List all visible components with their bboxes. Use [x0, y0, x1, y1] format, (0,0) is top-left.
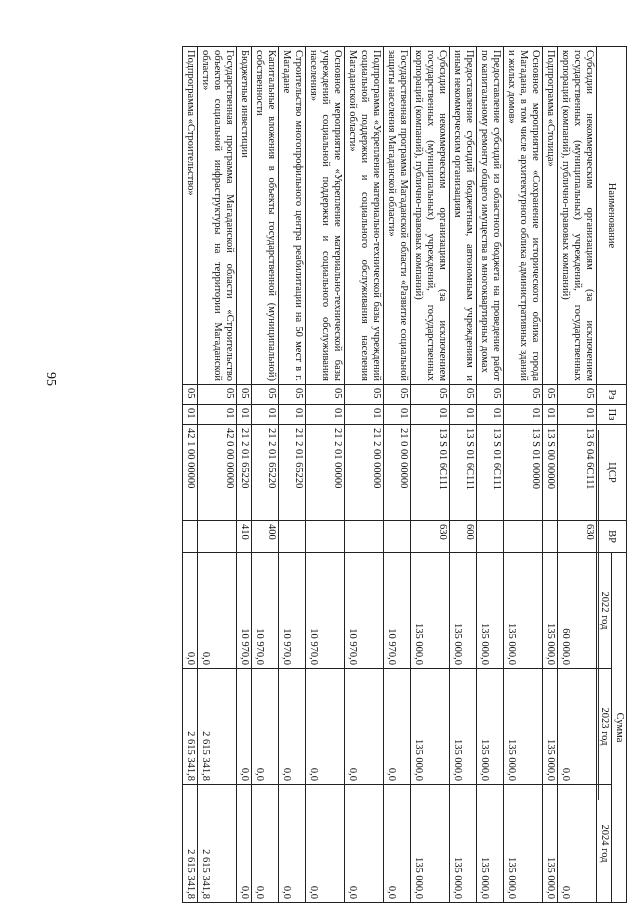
cell-rz: 05 [237, 385, 252, 405]
table-row [237, 47, 252, 903]
cell-name: Подпрограмма «Укрепление материально-технической базы учреждений социальной поддержки и социального обслуживания населения Магаданской области» [345, 47, 384, 385]
cell-2023: 135 000,0 [411, 669, 450, 785]
table-row [279, 47, 306, 903]
cell-csr: 13 S 01 6C111 [477, 425, 504, 521]
cell-vr [543, 521, 558, 553]
cell-rz: 05 [279, 385, 306, 405]
cell-2023: 135 000,0 [477, 669, 504, 785]
table-row [384, 47, 411, 903]
cell-2023: 0,0 [306, 669, 345, 785]
cell-csr: 13 6 04 6C111 [558, 425, 597, 521]
cell-name: Основное мероприятие «Сохранение исторического облика города Магадана, в том числе архитектурного облика административных зданий и жилых домов» [504, 47, 543, 385]
cell-csr: 13 S 01 00000 [504, 425, 543, 521]
cell-name: Капитальные вложения в объекты государственной (муниципальной) собственности [252, 47, 279, 385]
cell-2022: 60 000,0 [558, 553, 597, 669]
cell-pz: 01 [279, 405, 306, 425]
cell-2022: 135 000,0 [504, 553, 543, 669]
cell-pz: 01 [237, 405, 252, 425]
table-body [183, 47, 597, 903]
cell-2022: 10 970,0 [384, 553, 411, 669]
cell-rz: 05 [384, 385, 411, 405]
cell-name: Предоставление субсидий бюджетным, автономным учреждениям и иным некоммерческим организациям [450, 47, 477, 385]
cell-rz: 05 [183, 385, 198, 405]
cell-csr: 21 0 00 00000 [384, 425, 411, 521]
cell-pz: 01 [477, 405, 504, 425]
cell-vr: 630 [411, 521, 450, 553]
cell-2023: 135 000,0 [450, 669, 477, 785]
table-row [411, 47, 450, 903]
cell-rz: 05 [198, 385, 237, 405]
cell-2024: 135 000,0 [411, 785, 450, 903]
scan-edge-line [598, 430, 599, 800]
cell-2022: 10 970,0 [279, 553, 306, 669]
cell-2022: 10 970,0 [306, 553, 345, 669]
cell-rz: 05 [252, 385, 279, 405]
cell-csr: 21 2 00 00000 [345, 425, 384, 521]
cell-rz: 05 [450, 385, 477, 405]
cell-pz: 01 [384, 405, 411, 425]
cell-rz: 05 [345, 385, 384, 405]
cell-vr [504, 521, 543, 553]
cell-2022: 135 000,0 [543, 553, 558, 669]
table-row [450, 47, 477, 903]
cell-name: Предоставление субсидий из областного бюджета на проведение работ по капитальному ремонту общего имущества в многоквартирных домах [477, 47, 504, 385]
cell-name: Субсидии некоммерческим организациям (за исключением государственных (муниципальных) учреждений, государственных корпораций (компаний), публично-правовых компаний) [558, 47, 597, 385]
col-header-sum: Сумма [612, 553, 627, 903]
cell-2023: 2 615 341,8 [183, 669, 198, 785]
cell-name: Бюджетные инвестиции [237, 47, 252, 385]
cell-vr: 600 [450, 521, 477, 553]
cell-2023: 0,0 [279, 669, 306, 785]
table-row [558, 47, 597, 903]
cell-2022: 0,0 [198, 553, 237, 669]
cell-2023: 2 615 341,8 [198, 669, 237, 785]
cell-2024: 135 000,0 [543, 785, 558, 903]
cell-csr: 21 2 01 65220 [279, 425, 306, 521]
cell-rz: 05 [504, 385, 543, 405]
cell-vr [384, 521, 411, 553]
cell-pz: 01 [183, 405, 198, 425]
cell-pz: 01 [504, 405, 543, 425]
cell-name: Государственная программа Магаданской области «Развитие социальной защиты населения Магаданской области» [384, 47, 411, 385]
cell-2024: 0,0 [384, 785, 411, 903]
cell-2024: 0,0 [279, 785, 306, 903]
cell-name: Основное мероприятие «Укрепление материально-технической базы учреждений социальной поддержки и социального обслуживания населения» [306, 47, 345, 385]
cell-2024: 135 000,0 [504, 785, 543, 903]
col-header-csr: ЦСР [597, 425, 627, 521]
cell-2023: 0,0 [558, 669, 597, 785]
cell-name: Строительство многопрофильного центра реабилитации на 50 мест в г. Магадане [279, 47, 306, 385]
cell-2024: 0,0 [237, 785, 252, 903]
page-number: 95 [43, 372, 58, 386]
table-row [477, 47, 504, 903]
col-header-2023: 2023 год [597, 669, 612, 785]
cell-name: Государственная программа Магаданской области «Строительство объектов социальной инфраструктуры на территории Магаданской области» [198, 47, 237, 385]
table-row [504, 47, 543, 903]
cell-2024: 0,0 [306, 785, 345, 903]
cell-2022: 10 970,0 [252, 553, 279, 669]
cell-2023: 135 000,0 [504, 669, 543, 785]
cell-2023: 0,0 [345, 669, 384, 785]
cell-pz: 01 [543, 405, 558, 425]
table-row [198, 47, 237, 903]
cell-2024: 135 000,0 [450, 785, 477, 903]
cell-rz: 05 [477, 385, 504, 405]
cell-2024: 0,0 [345, 785, 384, 903]
table-row [183, 47, 198, 903]
col-header-rz: Рз [597, 385, 627, 405]
cell-2024: 2 615 341,8 [198, 785, 237, 903]
col-header-name: Наименование [597, 47, 627, 385]
cell-vr [183, 521, 198, 553]
cell-2024: 2 615 341,8 [183, 785, 198, 903]
col-header-2022: 2022 год [597, 553, 612, 669]
cell-csr: 13 S 01 6C111 [450, 425, 477, 521]
cell-name: Субсидии некоммерческим организациям (за исключением государственных (муниципальных) учреждений, государственных корпораций (компаний), публично-правовых компаний) [411, 47, 450, 385]
cell-vr [477, 521, 504, 553]
cell-csr: 21 2 01 00000 [306, 425, 345, 521]
cell-vr [198, 521, 237, 553]
cell-2022: 135 000,0 [477, 553, 504, 669]
cell-pz: 01 [306, 405, 345, 425]
cell-pz: 01 [411, 405, 450, 425]
cell-vr [306, 521, 345, 553]
cell-pz: 01 [450, 405, 477, 425]
cell-2022: 0,0 [183, 553, 198, 669]
table-row [306, 47, 345, 903]
cell-2023: 0,0 [237, 669, 252, 785]
cell-csr: 21 2 01 65220 [252, 425, 279, 521]
cell-2023: 0,0 [252, 669, 279, 785]
cell-csr: 21 2 01 65220 [237, 425, 252, 521]
cell-pz: 01 [198, 405, 237, 425]
cell-name: Подпрограмма «Столица» [543, 47, 558, 385]
cell-csr: 13 S 01 6C111 [411, 425, 450, 521]
table-row [345, 47, 384, 903]
cell-rz: 05 [558, 385, 597, 405]
rotated-budget-table-wrapper [113, 46, 627, 902]
cell-vr [345, 521, 384, 553]
cell-2022: 135 000,0 [450, 553, 477, 669]
cell-2023: 135 000,0 [543, 669, 558, 785]
cell-csr: 42 1 00 00000 [183, 425, 198, 521]
cell-csr: 13 S 00 00000 [543, 425, 558, 521]
cell-vr: 400 [252, 521, 279, 553]
cell-rz: 05 [306, 385, 345, 405]
col-header-2024: 2024 год [597, 785, 612, 903]
cell-name: Подпрограмма «Строительство» [183, 47, 198, 385]
cell-2024: 0,0 [558, 785, 597, 903]
cell-2023: 0,0 [384, 669, 411, 785]
cell-rz: 05 [543, 385, 558, 405]
cell-2024: 135 000,0 [477, 785, 504, 903]
cell-2022: 135 000,0 [411, 553, 450, 669]
cell-2024: 0,0 [252, 785, 279, 903]
table-row [252, 47, 279, 903]
col-header-pz: Пз [597, 405, 627, 425]
col-header-vr: ВР [597, 521, 627, 553]
header-row-1 [612, 47, 627, 903]
cell-vr: 630 [558, 521, 597, 553]
cell-2022: 10 970,0 [237, 553, 252, 669]
cell-pz: 01 [345, 405, 384, 425]
cell-vr: 410 [237, 521, 252, 553]
cell-vr [279, 521, 306, 553]
cell-csr: 42 0 00 00000 [198, 425, 237, 521]
cell-pz: 01 [558, 405, 597, 425]
cell-pz: 01 [252, 405, 279, 425]
budget-table [182, 46, 627, 903]
cell-rz: 05 [411, 385, 450, 405]
table-row [543, 47, 558, 903]
cell-2022: 10 970,0 [345, 553, 384, 669]
